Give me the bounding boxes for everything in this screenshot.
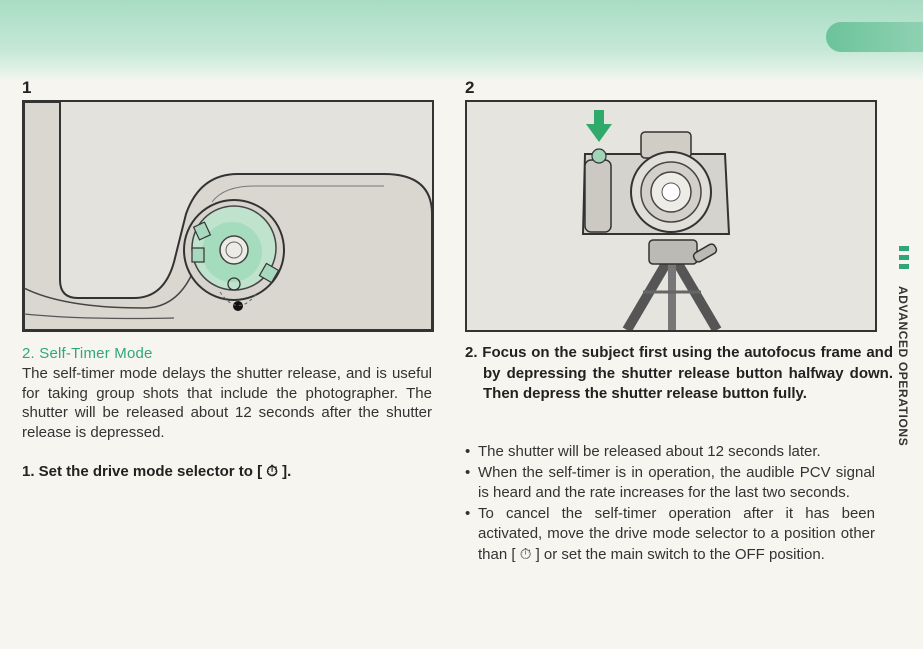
bullet-icon: •: [465, 443, 471, 460]
drive-mode-selector-illustration: [24, 102, 432, 330]
figure-2-number: 2: [465, 78, 475, 97]
note-text: When the self-timer is in operation, the audible PCV signal is heard and the rate increases for the last two seconds.: [478, 463, 875, 501]
figure-1-number: 1: [22, 78, 32, 97]
step-2-instruction: 2. Focus on the subject first using the autofocus frame and by depressing the shutter release button halfway down. Then depress the shutter release button fully.: [465, 344, 893, 402]
bullet-icon: •: [465, 504, 471, 522]
note-text: The shutter will be released about 12 seconds later.: [478, 443, 821, 460]
chapter-tab: [826, 22, 923, 52]
figure-2-camera-on-tripod: [465, 100, 877, 332]
figure-1-drive-selector: [22, 100, 434, 332]
note-text: To cancel the self-timer operation after it has been activated, move the drive mode selector to a position other than [ ⏱ ] or set the main switch to the OFF position.: [478, 504, 875, 563]
bullet-icon: •: [465, 463, 471, 481]
chapter-side-label: ADVANCED OPERATIONS: [896, 286, 910, 447]
list-item: [465, 442, 875, 463]
section-title: 2. Self-Timer Mode: [22, 345, 153, 362]
intro-paragraph: The self-timer mode delays the shutter release, and is useful for taking group shots that include the photographer. The shutter will be released about 12 seconds after the shutter release is depressed.: [22, 365, 432, 441]
chapter-marker-icon: [899, 246, 909, 270]
step-1-instruction: 1. Set the drive mode selector to [ ⏱ ].: [22, 463, 292, 480]
camera-tripod-illustration: [467, 102, 875, 330]
notes-list: [465, 442, 875, 565]
header-band: [0, 0, 923, 82]
list-item: [465, 504, 875, 566]
list-item: [465, 463, 875, 504]
